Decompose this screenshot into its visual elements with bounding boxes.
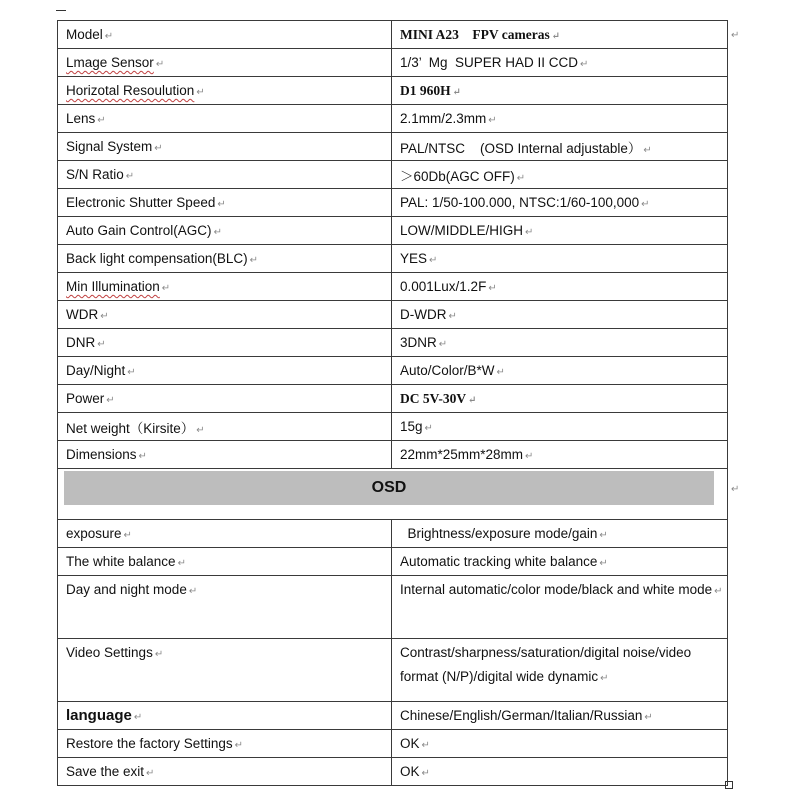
table-row bbox=[58, 217, 728, 245]
row-value: 3DNR ↵ bbox=[392, 329, 728, 357]
row-value: D-WDR ↵ bbox=[392, 301, 728, 329]
table-row bbox=[58, 702, 728, 730]
row-value: 15g ↵ bbox=[392, 413, 728, 441]
spec-sheet bbox=[57, 20, 727, 786]
row-label: Lmage Sensor ↵ bbox=[58, 49, 392, 77]
table-row bbox=[58, 639, 728, 702]
table-row bbox=[58, 730, 728, 758]
row-label: Net weight（Kirsite） ↵ bbox=[58, 413, 392, 441]
table-row bbox=[58, 576, 728, 639]
row-value: MINI A23 FPV cameras ↵ bbox=[392, 21, 728, 49]
table-row bbox=[58, 441, 728, 469]
row-label: Back light compensation(BLC) ↵ bbox=[58, 245, 392, 273]
row-value: 1/3’ Mg SUPER HAD II CCD ↵ bbox=[392, 49, 728, 77]
table-row bbox=[58, 161, 728, 189]
osd-section-row bbox=[58, 469, 728, 520]
table-row bbox=[58, 77, 728, 105]
table-row bbox=[58, 133, 728, 161]
row-label: DNR ↵ bbox=[58, 329, 392, 357]
row-value: D1 960H ↵ bbox=[392, 77, 728, 105]
table-row bbox=[58, 21, 728, 49]
table-row bbox=[58, 385, 728, 413]
row-value: PAL: 1/50-100.000, NTSC:1/60-100,000 ↵ bbox=[392, 189, 728, 217]
row-value: 22mm*25mm*28mm ↵ bbox=[392, 441, 728, 469]
row-value: Auto/Color/B*W ↵ bbox=[392, 357, 728, 385]
row-label: language ↵ bbox=[58, 702, 392, 730]
table-row bbox=[58, 413, 728, 441]
row-value: Brightness/exposure mode/gain ↵ bbox=[392, 520, 728, 548]
table-row bbox=[58, 49, 728, 77]
osd-heading: OSD bbox=[64, 471, 714, 505]
row-label: Dimensions ↵ bbox=[58, 441, 392, 469]
row-label: Model ↵ bbox=[58, 21, 392, 49]
row-label: Lens ↵ bbox=[58, 105, 392, 133]
row-label: Power ↵ bbox=[58, 385, 392, 413]
row-value: PAL/NTSC (OSD Internal adjustable） ↵ bbox=[392, 133, 728, 161]
row-value: OK ↵ bbox=[392, 758, 728, 786]
row-label: Restore the factory Settings ↵ bbox=[58, 730, 392, 758]
row-label: S/N Ratio ↵ bbox=[58, 161, 392, 189]
table-row bbox=[58, 273, 728, 301]
top-edge-tick bbox=[56, 10, 66, 11]
table-row bbox=[58, 189, 728, 217]
row-label: Video Settings ↵ bbox=[58, 639, 392, 702]
row-value: Automatic tracking white balance ↵ bbox=[392, 548, 728, 576]
row-label: Day/Night ↵ bbox=[58, 357, 392, 385]
row-label: Electronic Shutter Speed ↵ bbox=[58, 189, 392, 217]
row-end-mark: ↵ bbox=[731, 30, 740, 41]
row-value: 2.1mm/2.3mm ↵ bbox=[392, 105, 728, 133]
table-row bbox=[58, 758, 728, 786]
table-row bbox=[58, 105, 728, 133]
table-row bbox=[58, 357, 728, 385]
row-value: YES ↵ bbox=[392, 245, 728, 273]
corner-box bbox=[725, 781, 733, 789]
row-label: The white balance ↵ bbox=[58, 548, 392, 576]
row-label: Auto Gain Control(AGC) ↵ bbox=[58, 217, 392, 245]
row-value: ＞60Db(AGC OFF) ↵ bbox=[392, 161, 728, 189]
row-value: DC 5V-30V ↵ bbox=[392, 385, 728, 413]
row-value: Internal automatic/color mode/black and white mode ↵ bbox=[392, 576, 728, 639]
row-label: Horizotal Resoulution ↵ bbox=[58, 77, 392, 105]
row-label: Signal System ↵ bbox=[58, 133, 392, 161]
row-value: OK ↵ bbox=[392, 730, 728, 758]
row-label: Min Illumination ↵ bbox=[58, 273, 392, 301]
row-label: Day and night mode ↵ bbox=[58, 576, 392, 639]
row-label: WDR ↵ bbox=[58, 301, 392, 329]
row-value: Contrast/sharpness/saturation/digital noise/video format (N/P)/digital wide dynamic ↵ bbox=[392, 639, 728, 702]
row-label: exposure ↵ bbox=[58, 520, 392, 548]
table-row bbox=[58, 329, 728, 357]
table-row bbox=[58, 301, 728, 329]
row-value: LOW/MIDDLE/HIGH ↵ bbox=[392, 217, 728, 245]
row-end-mark: ↵ bbox=[731, 484, 740, 495]
table-row bbox=[58, 548, 728, 576]
row-value: Chinese/English/German/Italian/Russian ↵ bbox=[392, 702, 728, 730]
row-value: 0.001Lux/1.2F ↵ bbox=[392, 273, 728, 301]
spec-table bbox=[57, 20, 728, 786]
osd-cell bbox=[58, 469, 728, 520]
table-row bbox=[58, 245, 728, 273]
table-row bbox=[58, 520, 728, 548]
row-label: Save the exit ↵ bbox=[58, 758, 392, 786]
